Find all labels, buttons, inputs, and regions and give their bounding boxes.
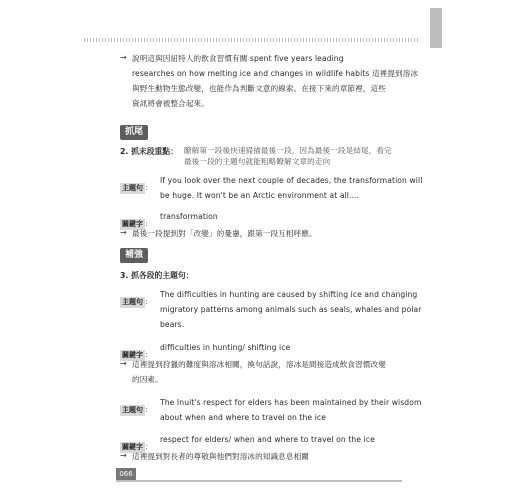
section3-note1-line2: 的因素。: [132, 375, 163, 384]
section-badge-tail: 抓尾: [120, 125, 148, 140]
section3-topic1-line1: The difficulties in hunting are caused by shifting ice and changing: [160, 290, 418, 299]
tag-colon: ：: [145, 443, 152, 451]
section3-topic1-line2: migratory patterns among animals such as seals, whales and polar: [160, 305, 422, 314]
tag-label: 關鍵字: [122, 351, 143, 359]
section3-heading: 3. 抓各段的主題句：: [120, 271, 194, 280]
tag-colon: ：: [145, 184, 152, 192]
tag-label: 關鍵字: [122, 220, 143, 228]
intro-line-2: researches on how melting ice and changes in wildlife habits 這裡提到溶冰: [132, 69, 419, 78]
section2-desc-2: 最後一段的主題句就能粗略瞭解文章的走向: [184, 157, 331, 166]
section2-keyword: transformation: [160, 212, 218, 221]
section-badge-reinforce: 補強: [120, 248, 148, 263]
tag-colon: ：: [145, 351, 152, 359]
tag-label: 關鍵字: [122, 443, 143, 451]
section2-topic-1: If you look over the next couple of decades, the transformation will: [160, 176, 423, 185]
intro-line-3: 與野生動物生態改變，也能作為判斷文意的線索。在接下來的章節裡，這些: [132, 84, 386, 93]
intro-line-1: 說明這與因紐特人的飲食習慣有關 spent five years leading: [132, 54, 344, 63]
section3-topic2-line2: about when and where to travel on the ice: [160, 413, 326, 422]
arrow-icon: →: [120, 228, 127, 237]
topic-sentence-tag: [120, 175, 152, 194]
section3-note2: 這裡提到對長者的尊敬與他們對溶冰的知識息息相關: [132, 452, 309, 461]
arrow-icon: →: [120, 53, 127, 62]
section3-topic2-line1: The Inuit's respect for elders has been maintained by their wisdom: [160, 398, 422, 407]
tag-colon: ：: [145, 220, 152, 228]
section3-note1-line1: 這裡提到狩獵的難度與溶冰相關，換句話說，溶冰是間接造成飲食習慣改變: [132, 360, 386, 369]
topic-sentence-tag: [120, 289, 152, 308]
footer-rule: [116, 480, 402, 482]
tag-label: 主題句: [122, 184, 143, 192]
arrow-icon: →: [120, 451, 127, 460]
section2-note: 最後一段提到對「改變」的憂慮，跟第一段互相呼應。: [132, 229, 317, 238]
corner-tab: [430, 8, 442, 48]
intro-line-4: 資訊將會被整合起來。: [132, 99, 209, 108]
section2-topic-2: be huge. It won't be an Arctic environment at all....: [160, 191, 360, 200]
section3-keyword1: difficulties in hunting/ shifting ice: [160, 343, 291, 352]
page-number: 066: [116, 468, 136, 480]
section2-heading: 2. 抓末段重點：: [120, 147, 178, 156]
topic-sentence-tag: [120, 397, 152, 416]
arrow-icon: →: [120, 359, 127, 368]
top-dotted-rule: [84, 38, 420, 42]
tag-label: 主題句: [122, 406, 143, 414]
tag-colon: ：: [145, 298, 152, 306]
section2-desc-1: 瞭解第一段後快速掃描最後一段，因為最後一段是結尾，看完: [184, 146, 392, 155]
tag-colon: ：: [145, 406, 152, 414]
section3-keyword2: respect for elders/ when and where to travel on the ice: [160, 435, 375, 444]
section3-topic1-line3: bears.: [160, 320, 185, 329]
tag-label: 主題句: [122, 298, 143, 306]
